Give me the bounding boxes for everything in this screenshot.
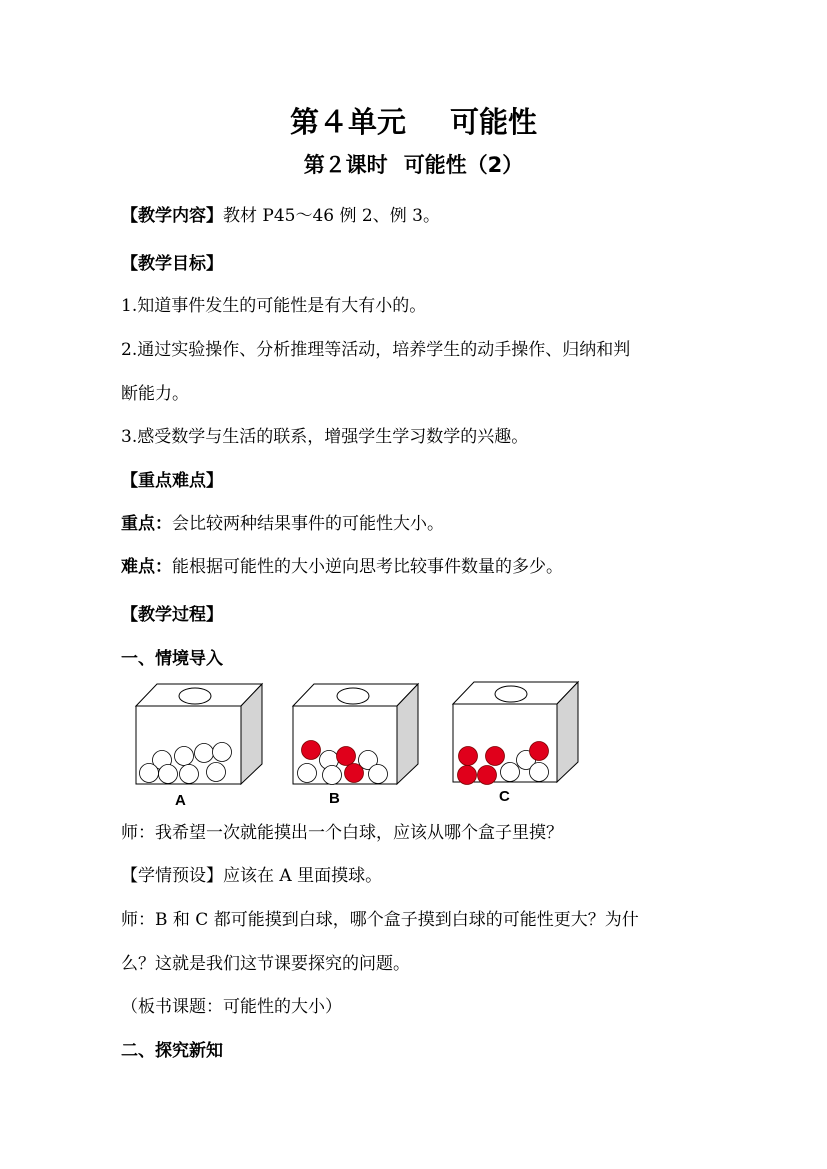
teacher-question-2-line1: 师：B 和 C 都可能摸到白球，哪个盒子摸到白球的可能性更大？为什 — [121, 910, 639, 930]
ball-white — [195, 744, 214, 763]
ball-white — [323, 766, 342, 785]
ball-white — [530, 763, 549, 782]
ball-white — [207, 763, 226, 782]
ball-white — [213, 743, 232, 762]
lesson-topic: 可能性（2） — [403, 153, 524, 177]
ball-red — [345, 764, 364, 783]
box-a-label: A — [175, 792, 186, 809]
board-topic: （板书课题：可能性的大小） — [121, 997, 342, 1017]
unit-topic: 可能性 — [450, 105, 538, 139]
student-prediction: 【学情预设】应该在 A 里面摸球。 — [121, 866, 383, 886]
key-point — [121, 513, 444, 535]
ball-white — [369, 765, 388, 784]
box-c — [453, 682, 578, 785]
difficult-point-label: 难点： — [121, 557, 172, 577]
lesson-number: 第２课时 — [303, 153, 388, 177]
objective-2-line2: 断能力。 — [121, 384, 189, 404]
key-point-text: 会比较两种结果事件的可能性大小。 — [172, 514, 444, 534]
unit-number: 第４单元 — [289, 105, 406, 139]
ball-boxes-illustration — [128, 676, 588, 786]
section-2-heading: 二、探究新知 — [121, 1041, 223, 1061]
box-b-opening — [337, 688, 369, 704]
ball-red — [478, 766, 497, 785]
section-1-heading: 一、情境导入 — [121, 649, 223, 669]
ball-white — [175, 747, 194, 766]
objectives-heading: 【教学目标】 — [121, 254, 223, 274]
ball-red — [459, 747, 478, 766]
ball-white — [298, 764, 317, 783]
ball-red — [302, 741, 321, 760]
teaching-content — [121, 205, 440, 227]
box-a — [136, 684, 262, 784]
lesson-title — [0, 151, 827, 179]
teaching-content-label: 【教学内容】 — [121, 206, 223, 226]
box-a-opening — [179, 688, 211, 704]
box-c-opening — [495, 686, 527, 702]
objective-1: 1.知道事件发生的可能性是有大有小的。 — [121, 296, 427, 316]
ball-red — [530, 742, 549, 761]
key-points-heading: 【重点难点】 — [121, 471, 223, 491]
unit-title — [0, 104, 827, 140]
key-point-label: 重点： — [121, 514, 172, 534]
ball-white — [501, 763, 520, 782]
box-b — [293, 684, 418, 785]
ball-red — [337, 747, 356, 766]
difficult-point — [121, 556, 563, 578]
ball-white — [159, 765, 178, 784]
box-c-label: C — [499, 788, 510, 805]
difficult-point-text: 能根据可能性的大小逆向思考比较事件数量的多少。 — [172, 557, 563, 577]
teacher-question-1: 师：我希望一次就能摸出一个白球，应该从哪个盒子里摸？ — [121, 823, 563, 843]
teacher-question-2-line2: 么？这就是我们这节课要探究的问题。 — [121, 954, 410, 974]
process-heading: 【教学过程】 — [121, 605, 223, 625]
box-b-label: B — [329, 790, 340, 807]
objective-2-line1: 2.通过实验操作、分析推理等活动，培养学生的动手操作、归纳和判 — [121, 340, 631, 360]
teaching-content-text: 教材 P45～46 例 2、例 3。 — [223, 206, 440, 226]
ball-white — [180, 765, 199, 784]
objective-3: 3.感受数学与生活的联系，增强学生学习数学的兴趣。 — [121, 427, 529, 447]
ball-red — [486, 747, 505, 766]
ball-white — [140, 764, 159, 783]
ball-red — [458, 766, 477, 785]
